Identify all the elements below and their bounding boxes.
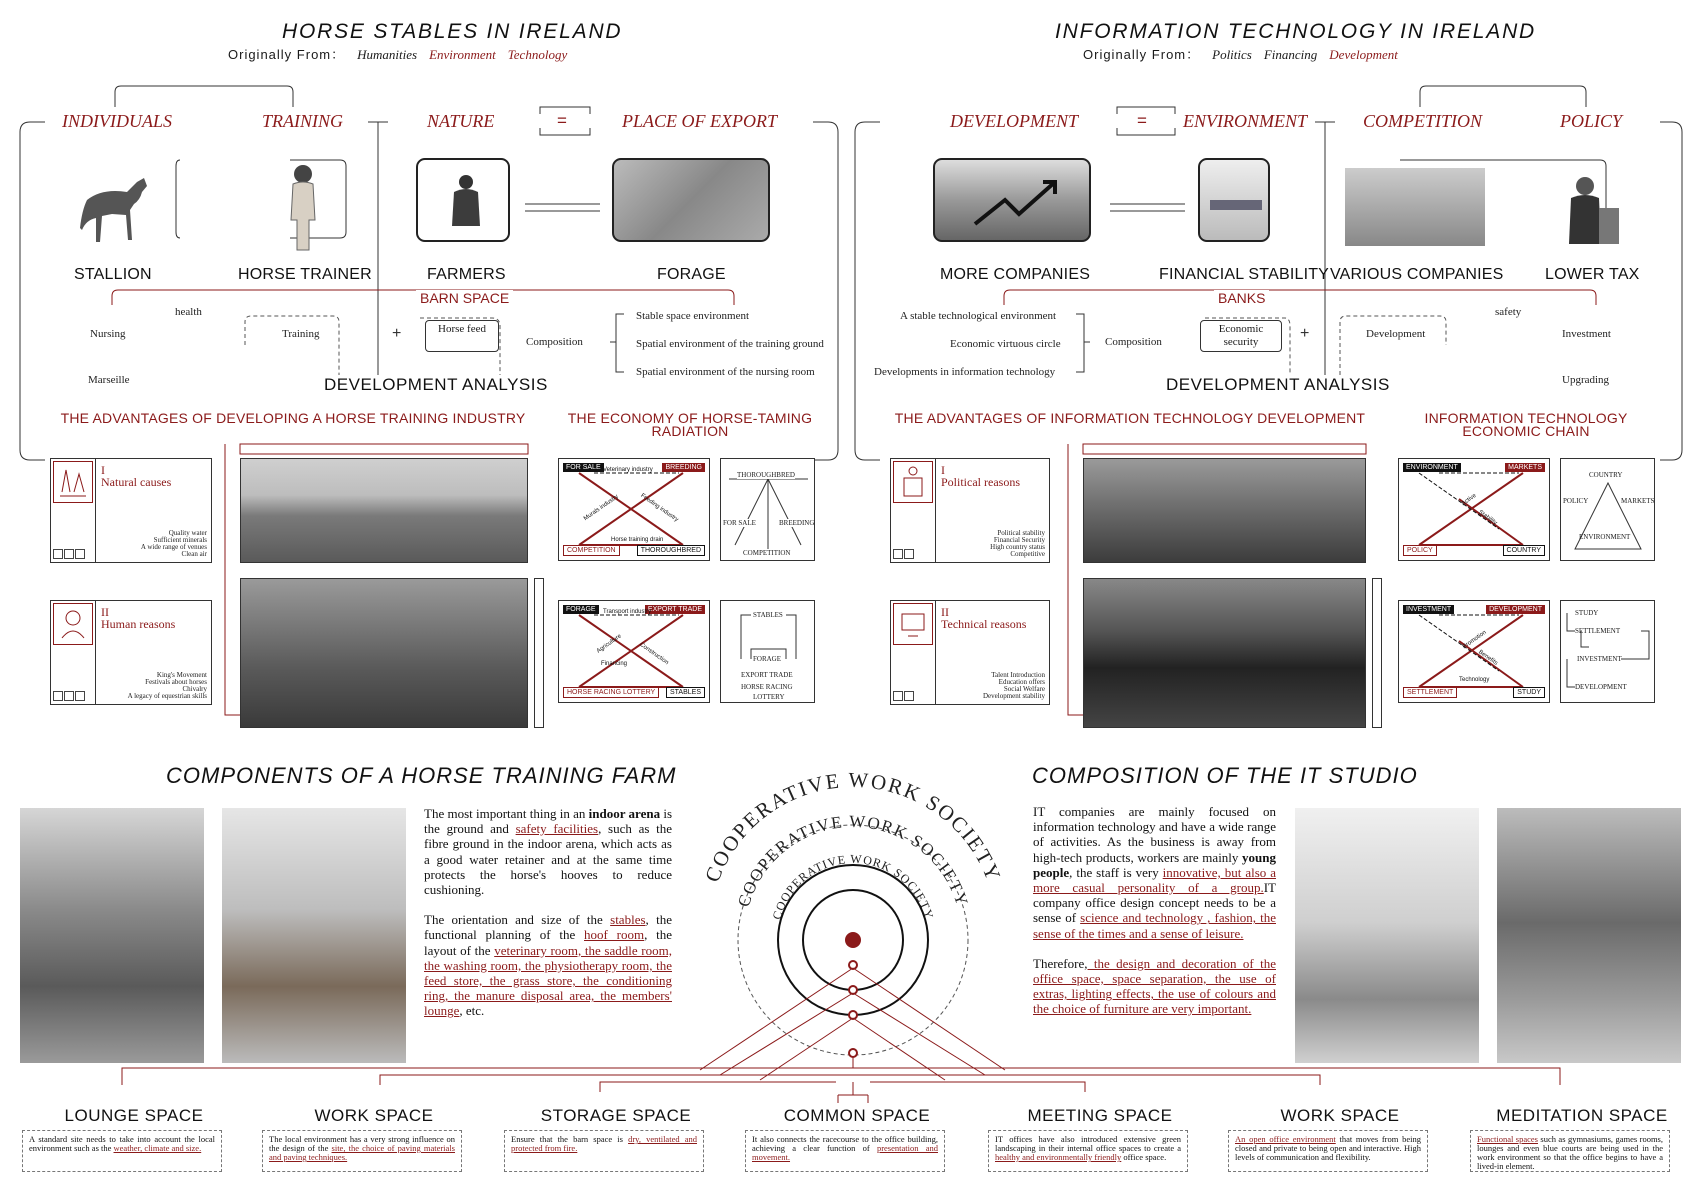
mini-icons — [53, 549, 85, 559]
card-facts: Political stability Financial Security High country status Competitive — [990, 529, 1045, 558]
horse-feed-box: Horse feed — [425, 320, 499, 352]
econ-diagram-horse-1 — [558, 458, 710, 561]
health-label: health — [175, 306, 202, 318]
struct-it-1 — [1560, 458, 1655, 561]
card-num: II — [941, 605, 949, 619]
crowd-horses-photo — [240, 578, 528, 728]
comp-item-1: Stable space environment — [636, 310, 750, 322]
technical-reasons-card — [890, 600, 1050, 705]
left-equals: = — [557, 111, 567, 130]
card-facts: Quality water Sufficient minerals A wide range of venues Clean air — [140, 529, 207, 558]
space-title: WORK SPACE — [1280, 1106, 1400, 1125]
landscape-photo — [240, 458, 528, 563]
people-icon — [53, 603, 93, 645]
left-bottom-heading: COMPONENTS OF A HORSE TRAINING FARM — [166, 763, 677, 788]
card-facts: Talent Introduction Education offers Social Welfare Development stability — [982, 671, 1045, 700]
right-source-development: Development — [1329, 47, 1398, 62]
econ-d2: Construction — [638, 641, 670, 667]
left-comp-bracket — [610, 312, 630, 374]
podium-icon — [893, 461, 933, 503]
right-dev-analysis: DEVELOPMENT ANALYSIS — [1166, 375, 1390, 394]
it-worker-photo — [1295, 808, 1479, 1063]
right-comp-item-2: Economic virtuous circle — [950, 338, 1061, 350]
right-originally-from — [1083, 44, 1398, 63]
econ-d2: Stability — [1477, 509, 1498, 527]
space-description: IT offices have also introduced extensive green landscaping in their internal office spaces to create a healthy and environmentally friendly office space. — [988, 1130, 1188, 1172]
horse-trainer-image — [265, 160, 335, 252]
econ-top: Transport industry — [603, 609, 652, 615]
econ-d1: Murals industry — [582, 493, 620, 523]
human-reasons-card — [50, 600, 212, 705]
econ-top: Veterinary industry — [603, 467, 653, 473]
left-econ-title: THE ECONOMY OF HORSE-TAMING RADIATION — [567, 410, 813, 439]
card-num: I — [101, 463, 105, 477]
space-description: The local environment has a very strong influence on the design of the site, the choice of paving materials and paving techniques. — [262, 1130, 462, 1172]
struct-top: COUNTRY — [1589, 471, 1623, 479]
open-office-photo — [1497, 808, 1681, 1063]
left-para-1: The most important thing in an indoor arena is the ground and safety facilities, such as the fibre ground in the indoor arena, which acts as a good water retainer and at the same time protects the horse's hooves to reduce cushioning. — [424, 806, 673, 898]
investment-label: Investment — [1562, 328, 1611, 340]
space-description: Ensure that the barn space is dry, ventilated and protected from fire. — [504, 1130, 704, 1172]
stable-aisle-photo — [20, 808, 204, 1063]
econ-diagram-it-2 — [1398, 600, 1550, 703]
struct-left: FOR SALE — [723, 519, 756, 527]
trees-icon — [53, 461, 93, 503]
card-title: Natural causes — [101, 475, 172, 489]
right-composition: Composition — [1105, 336, 1162, 348]
right-para-1: IT companies are mainly focused on information technology and have a wide range of activities. As the business is away from high-tech products, workers are mainly young people, the staff is very innovative, but also a more casual personality of a group.IT company office design concept needs to be a sense of science and technology , fashion, the sense of the times and a sense of leisure. — [1033, 804, 1276, 941]
society-text: COOPERATIVE WORK SOCIETY — [699, 770, 1007, 886]
right-source-politics: Politics — [1212, 47, 1252, 62]
lower-tax-image — [1555, 168, 1627, 246]
cat-training: TRAINING — [262, 111, 343, 131]
space-description: An open office environment that moves from being closed and private to being open and interactive. High levels of communication and flexibility. — [1228, 1130, 1428, 1172]
right-equals: = — [1137, 111, 1147, 130]
right-bottom-heading: COMPOSITION OF THE IT STUDIO — [1032, 763, 1418, 788]
card-title: Political reasons — [941, 475, 1020, 489]
man-with-horse-photo — [222, 808, 406, 1063]
left-para-2: The orientation and size of the stables, the functional planning of the hoof room, the layout of the veterinary room, the saddle room, the washing room, the physiotherapy room, the feed store, the grass store, the conditioning ring, the manure disposal area, the members' lounge, etc. — [424, 912, 672, 1019]
cat-environment: ENVIRONMENT — [1183, 111, 1307, 131]
development-label: Development — [1366, 328, 1426, 340]
left-source-environment: Environment — [429, 47, 496, 62]
tag-study: STUDY — [1513, 687, 1545, 698]
econ-d2: Feeding industry — [639, 492, 680, 524]
comp-item-3: Spatial environment of the nursing room — [636, 366, 815, 378]
tag-horse-racing-lottery: HORSE RACING LOTTERY — [563, 687, 659, 698]
card-num: I — [941, 463, 945, 477]
right-comp-item-1: A stable technological environment — [900, 310, 1057, 322]
tag-country: COUNTRY — [1503, 545, 1545, 556]
tag-policy: POLICY — [1403, 545, 1437, 556]
space-description: It also connects the racecourse to the office building, achieving a clear function of presentation and movement. — [745, 1130, 945, 1172]
left-composition: Composition — [526, 336, 583, 348]
upgrading-label: Upgrading — [1562, 374, 1610, 386]
farmers-photo — [416, 158, 510, 242]
econ-bottom: Horse training drain — [611, 537, 664, 543]
right-description — [1033, 804, 1276, 1032]
economic-security-box: Economic security — [1200, 320, 1282, 352]
struct-it-2 — [1560, 600, 1655, 703]
mini-icons — [893, 691, 914, 701]
space-description: Functional spaces such as gymnasiums, games rooms, lounges and even blue courts are being used in the work environment so that the office begins to have a lived-in element. — [1470, 1130, 1670, 1172]
forage-photo — [612, 158, 770, 242]
right-comp-bracket — [1070, 312, 1090, 374]
political-reasons-card — [890, 458, 1050, 563]
right-source-financing: Financing — [1263, 47, 1318, 62]
space-title: WORK SPACE — [314, 1106, 434, 1125]
right-para-2: Therefore, the design and decoration of the office space, space separation, the use of extras, lighting effects, the use of colours and the choice of furniture are very important. — [1033, 955, 1276, 1017]
left-originally-label: Originally From： — [228, 47, 346, 62]
struct-b: SETTLEMENT — [1575, 627, 1621, 635]
card-num: II — [101, 605, 109, 619]
label-lower-tax: LOWER TAX — [1545, 266, 1640, 283]
econ-d1: Active — [1460, 492, 1478, 508]
econ-d2: Benefits — [1477, 649, 1499, 667]
left-dev-analysis: DEVELOPMENT ANALYSIS — [324, 375, 548, 394]
tag-competition: COMPETITION — [563, 545, 620, 556]
safety-label: safety — [1495, 306, 1522, 318]
right-adv-title: THE ADVANTAGES OF INFORMATION TECHNOLOGY DEVELOPMENT — [894, 410, 1366, 426]
econ-d1: Promotion — [1461, 629, 1488, 651]
label-various-companies: VARIOUS COMPANIES — [1330, 266, 1504, 283]
natural-causes-card — [50, 458, 212, 563]
cat-policy: POLICY — [1560, 111, 1623, 131]
struct-b: FORAGE — [753, 655, 782, 663]
struct-right: BREEDING — [779, 519, 815, 527]
struct-d: HORSE RACING — [741, 683, 793, 691]
tag-settlement: SETTLEMENT — [1403, 687, 1457, 698]
left-title: HORSE STABLES IN IRELAND — [282, 20, 623, 43]
struct-horse-1 — [720, 458, 815, 561]
tag-investment: INVESTMENT — [1403, 605, 1454, 614]
society-text: COOPERATIVE WORK SOCIETY — [733, 811, 973, 910]
struct-bottom: ENVIRONMENT — [1579, 533, 1631, 541]
computer-icon — [893, 603, 933, 645]
space-title: COMMON SPACE — [783, 1106, 931, 1125]
right-plus: + — [1300, 325, 1310, 342]
left-adv-title: THE ADVANTAGES OF DEVELOPING A HORSE TRAINING INDUSTRY — [60, 410, 526, 426]
right-originally-label: Originally From： — [1083, 47, 1201, 62]
space-title: MEDITATION SPACE — [1496, 1106, 1668, 1125]
nursing-label: Nursing — [90, 328, 126, 340]
left-slot — [534, 578, 544, 728]
econ-d3: Technology — [1459, 677, 1490, 683]
card-title: Technical reasons — [941, 617, 1027, 631]
banks-label: BANKS — [1214, 290, 1269, 306]
struct-left: POLICY — [1563, 497, 1589, 505]
econ-d1: Agriculture — [595, 633, 623, 655]
struct-c: INVESTMENT — [1577, 655, 1622, 663]
tag-export-trade: EXPORT TRADE — [645, 605, 705, 614]
space-title: STORAGE SPACE — [540, 1106, 692, 1125]
stallion-image — [72, 170, 162, 250]
cat-place-of-export: PLACE OF EXPORT — [622, 111, 777, 131]
struct-a: STABLES — [753, 611, 783, 619]
tag-stables: STABLES — [666, 687, 705, 698]
left-description — [424, 806, 672, 1034]
left-source-technology: Technology — [507, 47, 568, 62]
financial-stability-photo — [1198, 158, 1270, 242]
struct-a: STUDY — [1575, 609, 1599, 617]
right-comp-item-3: Developments in information technology — [874, 366, 1056, 378]
label-horse-trainer: HORSE TRAINER — [238, 266, 372, 283]
right-title: INFORMATION TECHNOLOGY IN IRELAND — [1055, 20, 1536, 43]
struct-c: EXPORT TRADE — [741, 671, 793, 679]
label-financial-stability: FINANCIAL STABILITY — [1159, 266, 1330, 283]
label-forage: FORAGE — [657, 266, 726, 283]
card-facts: King's Movement Festivals about horses Chivalry A legacy of equestrian skills — [127, 671, 207, 700]
barn-space: BARN SPACE — [416, 290, 513, 306]
struct-e: LOTTERY — [753, 693, 785, 701]
tag-environment: ENVIRONMENT — [1403, 463, 1461, 472]
space-description: A standard site needs to take into account the local environment such as the weather, climate and size. — [22, 1130, 222, 1172]
left-plus: + — [392, 325, 402, 342]
econ-diagram-horse-2 — [558, 600, 710, 703]
left-originally-from — [228, 44, 567, 63]
label-stallion: STALLION — [74, 266, 152, 283]
city-night-photo — [1083, 578, 1366, 728]
mini-icons — [53, 691, 85, 701]
society-text: COOPERATIVE WORK SOCIETY — [769, 851, 937, 922]
cat-individuals: INDIVIDUALS — [62, 111, 172, 131]
right-econ-title: INFORMATION TECHNOLOGY ECONOMIC CHAIN — [1424, 410, 1628, 439]
tag-thoroughbred: THOROUGHBRED — [637, 545, 705, 556]
label-more-companies: MORE COMPANIES — [940, 266, 1091, 283]
comp-item-2: Spatial environment of the training ground — [636, 338, 824, 350]
tag-forage: FORAGE — [563, 605, 599, 614]
cat-development: DEVELOPMENT — [950, 111, 1078, 131]
cooperative-society-emblem — [690, 770, 1016, 970]
card-title: Human reasons — [101, 617, 176, 631]
cat-nature: NATURE — [427, 111, 495, 131]
struct-horse-2 — [720, 600, 815, 703]
struct-bottom: COMPETITION — [743, 549, 791, 557]
econ-diagram-it-1 — [1398, 458, 1550, 561]
training-label: Training — [282, 328, 320, 340]
more-companies-photo — [933, 158, 1091, 242]
mini-icons — [893, 549, 914, 559]
marseille-label: Marseille — [88, 374, 130, 386]
econ-d3: Financing — [601, 661, 628, 667]
cat-competition: COMPETITION — [1363, 111, 1483, 131]
tag-for-sale: FOR SALE — [563, 463, 604, 472]
right-slot — [1372, 578, 1382, 728]
struct-top: THOROUGHBRED — [737, 471, 795, 479]
struct-right: MARKETS — [1621, 497, 1655, 505]
tag-breeding: BREEDING — [662, 463, 705, 472]
various-companies-image — [1345, 168, 1485, 246]
label-farmers: FARMERS — [427, 266, 506, 283]
left-source-humanities: Humanities — [357, 47, 418, 62]
space-title: LOUNGE SPACE — [64, 1106, 204, 1125]
struct-d: DEVELOPMENT — [1575, 683, 1627, 691]
tag-markets: MARKETS — [1505, 463, 1545, 472]
space-title: MEETING SPACE — [1027, 1106, 1173, 1125]
meeting-photo — [1083, 458, 1366, 563]
tag-development: DEVELOPMENT — [1486, 605, 1545, 614]
